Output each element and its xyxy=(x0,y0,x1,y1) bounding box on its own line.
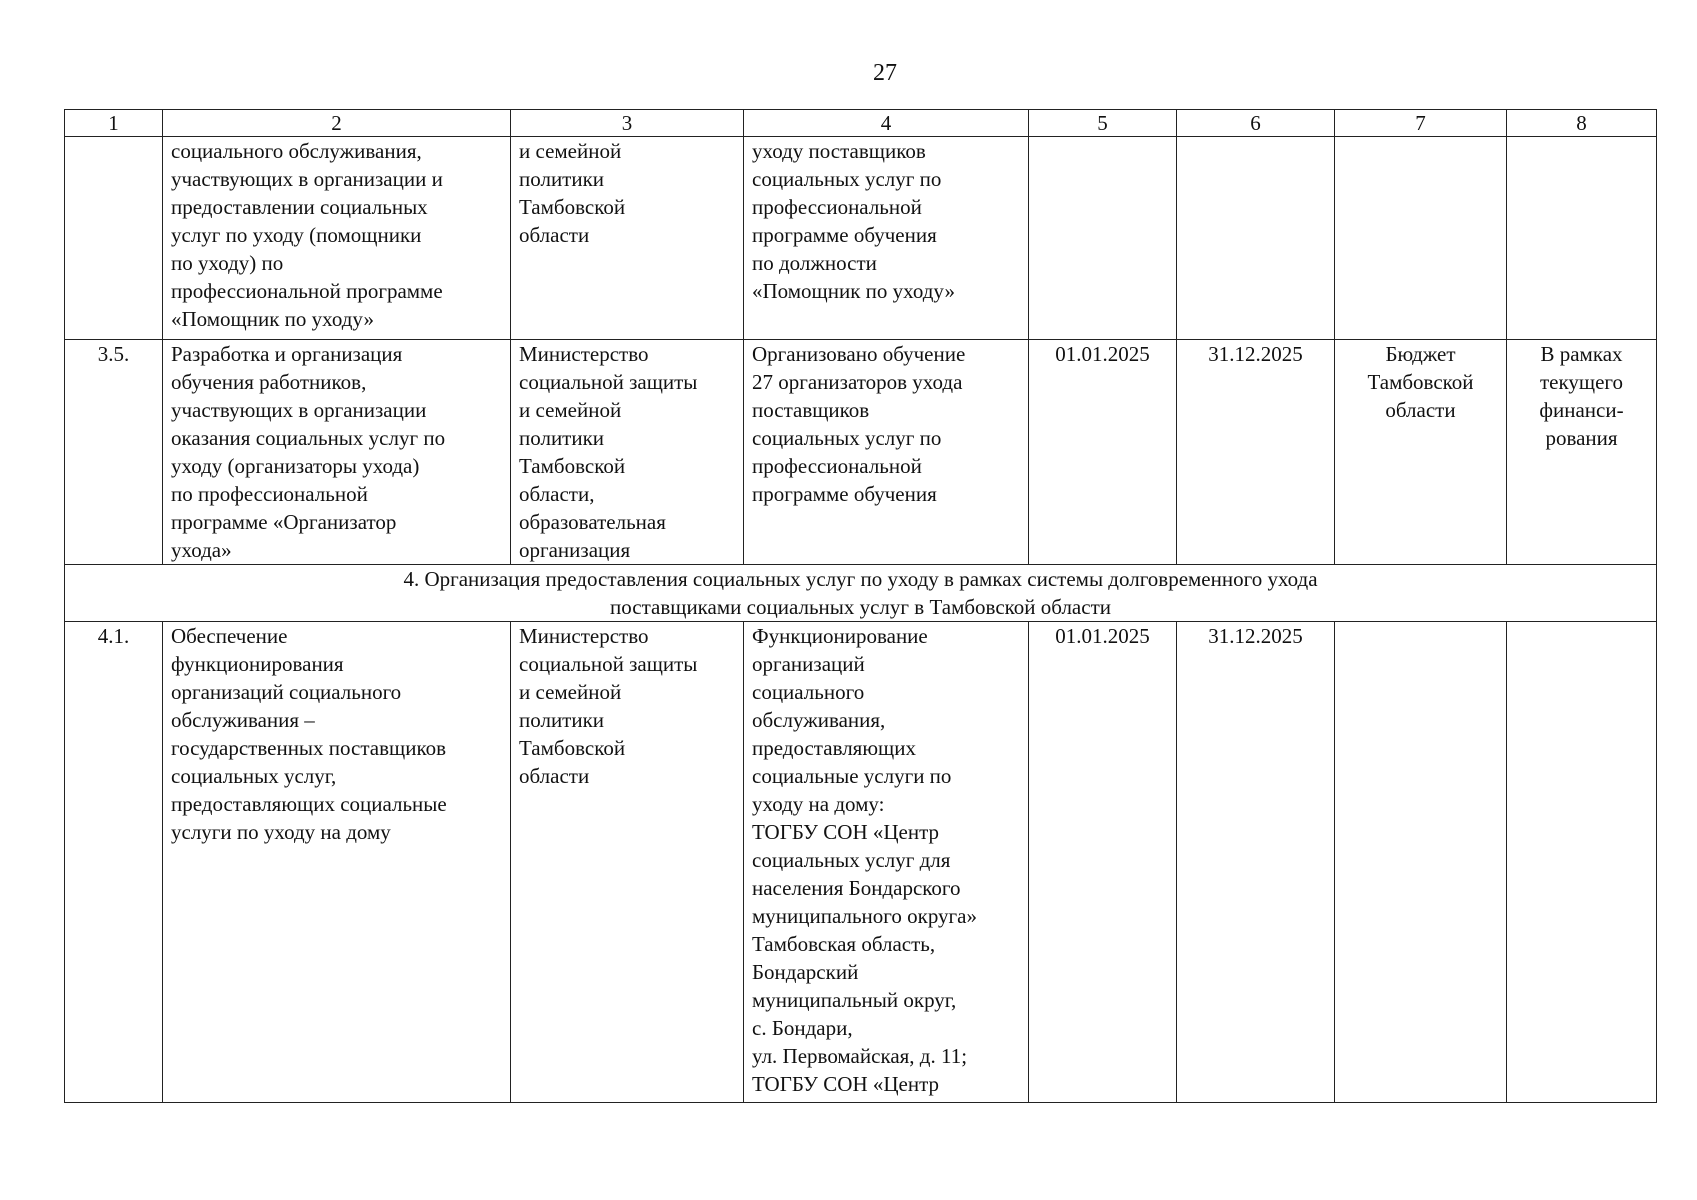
executor-cell: и семейной политики Тамбовской области xyxy=(511,137,744,340)
result-cell: Организовано обучение 27 организаторов ухода поставщиков социальных услуг по профессиональной программе обучения xyxy=(744,340,1029,565)
column-header-1: 1 xyxy=(65,110,163,137)
table-row-4-1 xyxy=(65,622,1657,1103)
end-date-cell xyxy=(1177,137,1335,340)
row-number: 3.5. xyxy=(65,340,163,565)
result-cell: уходу поставщиков социальных услуг по профессиональной программе обучения по должности «Помощник по уходу» xyxy=(744,137,1029,340)
result-cell: Функционирование организаций социального обслуживания, предоставляющих социальные услуги по уходу на дому: ТОГБУ СОН «Центр социальных услуг для населения Бондарского муниципального округа» Тамбовская область, Бондарский муниципальный округ, с. Бондари, ул. Первомайская, д. 11; ТОГБУ СОН «Центр xyxy=(744,622,1029,1103)
table-row-continued xyxy=(65,137,1657,340)
end-date-cell: 31.12.2025 xyxy=(1177,622,1335,1103)
start-date-cell: 01.01.2025 xyxy=(1029,340,1177,565)
section-header-row xyxy=(65,565,1657,622)
row-number xyxy=(65,137,163,340)
activity-cell: Разработка и организация обучения работников, участвующих в организации оказания социальных услуг по уходу (организаторы ухода) по профессиональной программе «Организатор ухода» xyxy=(163,340,511,565)
executor-cell: Министерство социальной защиты и семейной политики Тамбовской области xyxy=(511,622,744,1103)
funding-source-cell xyxy=(1335,622,1507,1103)
column-header-5: 5 xyxy=(1029,110,1177,137)
activity-cell: Обеспечение функционирования организаций социального обслуживания – государственных поставщиков социальных услуг, предоставляющих социальные услуги по уходу на дому xyxy=(163,622,511,1103)
column-header-8: 8 xyxy=(1507,110,1657,137)
funding-note-cell: В рамках текущего финанси- рования xyxy=(1507,340,1657,565)
activity-table xyxy=(64,109,1657,1103)
page-number: 27 xyxy=(873,60,897,86)
column-header-3: 3 xyxy=(511,110,744,137)
start-date-cell: 01.01.2025 xyxy=(1029,622,1177,1103)
activity-cell: социального обслуживания, участвующих в организации и предоставлении социальных услуг по уходу (помощники по уходу) по профессиональной программе «Помощник по уходу» xyxy=(163,137,511,340)
funding-source-cell: Бюджет Тамбовской области xyxy=(1335,340,1507,565)
section-title: 4. Организация предоставления социальных услуг по уходу в рамках системы долговременного ухода поставщиками социальных услуг в Тамбовской области xyxy=(65,565,1657,622)
table-row-3-5 xyxy=(65,340,1657,565)
executor-cell: Министерство социальной защиты и семейной политики Тамбовской области, образовательная организация xyxy=(511,340,744,565)
start-date-cell xyxy=(1029,137,1177,340)
funding-source-cell xyxy=(1335,137,1507,340)
row-number: 4.1. xyxy=(65,622,163,1103)
column-header-4: 4 xyxy=(744,110,1029,137)
funding-note-cell xyxy=(1507,137,1657,340)
column-header-7: 7 xyxy=(1335,110,1507,137)
column-number-row xyxy=(65,110,1657,137)
column-header-2: 2 xyxy=(163,110,511,137)
end-date-cell: 31.12.2025 xyxy=(1177,340,1335,565)
funding-note-cell xyxy=(1507,622,1657,1103)
column-header-6: 6 xyxy=(1177,110,1335,137)
